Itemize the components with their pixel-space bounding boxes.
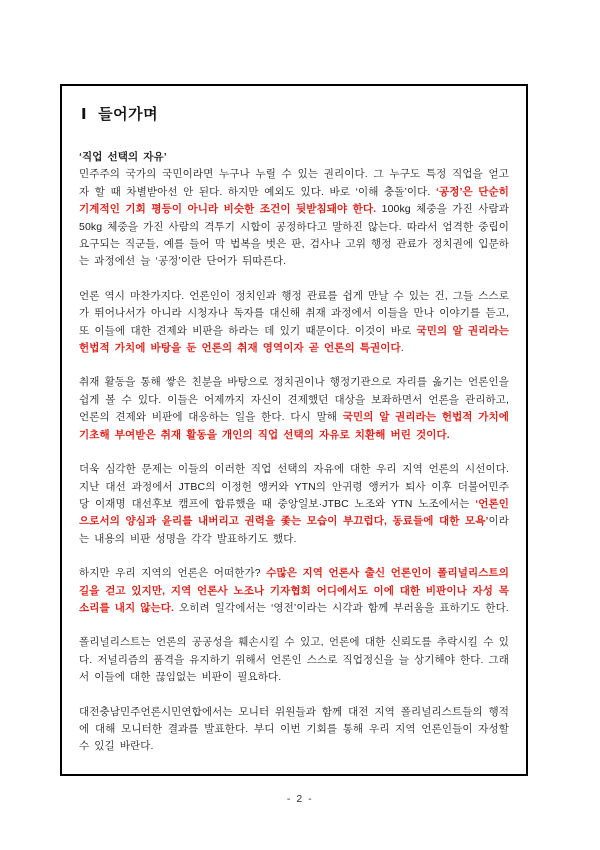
section-numeral: Ⅰ xyxy=(81,106,88,123)
emphasis-red-text: 국민의 알 권리라는 헌법적 가치에 바탕을 둔 언론의 취재 영역이자 곧 언론의 특권이다 xyxy=(79,324,509,355)
emphasis-red-text: ‘언론인으로서의 양심과 윤리를 내버리고 권력을 좇는 모습이 부끄럽다, 동료들에 대한 모욕’ xyxy=(79,497,509,528)
emphasis-red-text: 수많은 지역 언론사 출신 언론인이 폴리널리스트의 길을 걷고 있지만, 지역 언론사 노조나 기자협회 어디에서도 이에 대한 비판이나 자성 목소리를 내지 않는다. xyxy=(79,567,509,614)
body-text: . xyxy=(400,342,404,355)
paragraph xyxy=(79,166,509,270)
paragraph xyxy=(79,565,509,617)
body-text: 하지만 우리 지역의 언론은 어떠한가? xyxy=(79,567,267,580)
page-number: - 2 - xyxy=(286,793,314,805)
body-text: 100kg 체중을 가진 사람과 50kg 체중을 가진 사람의 격투기 시합이 공정하다고 말하진 않는다. 따라서 엄격한 중립이 요구되는 직군들, 예를 들어 막 법복을 벗은 판, 검사나 고위 행정 관료가 정치권에 입문하는 과정에선 늘 ‘공정’이란 단어가 뒤따른다. xyxy=(79,203,510,268)
emphasis-red-text: 국민의 알 권리라는 헌법적 가치에 기초해 부여받은 취재 활동을 개인의 직업 선택의 자유로 치환해 버린 것이다. xyxy=(79,411,509,441)
section-title-text: 들어가며 xyxy=(98,106,159,123)
body-text: 언론 역시 마찬가지다. 언론인이 정치인과 행정 관료를 쉽게 만날 수 있는 건, 그들 스스로가 뛰어나서가 아니라 시청자나 독자를 대신해 취재 과정에서 이들을 만나 이야기를 듣고, 또 이들에 대한 견제와 비판을 하라는 데 있기 때문이다. 이것이 바로 xyxy=(79,289,509,337)
paragraph xyxy=(79,149,509,166)
body-text: ‘직업 선택의 자유’ xyxy=(79,151,167,163)
body-text: 대전충남민주언론시민연합에서는 모니터 위원들과 함께 대전 지역 폴리널리스트들의 행적에 대해 모니터한 결과를 발표한다. 부디 이번 기회를 통해 우리 지역 언론인들이 자성할 수 있길 바란다. xyxy=(79,705,509,753)
body-text: 취재 활동을 통해 쌓은 친분을 바탕으로 정치권이나 행정기관으로 자리를 옮기는 언론인을 쉽게 볼 수 있다. 이들은 어제까지 자신이 견제했던 대상을 보좌하면서 언론을 관리하고, 언론의 견제와 비판에 대응하는 일을 한다. 다시 말해 xyxy=(79,376,509,424)
content-frame xyxy=(60,84,528,776)
paragraph xyxy=(79,288,509,358)
body-text: 폴리널리스트는 언론의 공공성을 훼손시킬 수 있고, 언론에 대한 신뢰도를 추락시킬 수 있다. 저널리즘의 품격을 유지하기 위해서 언론인 스스로 직업정신을 늘 상기해야 한다. 그래서 이들에 대한 끊임없는 비판이 필요하다. xyxy=(79,636,509,684)
paragraph xyxy=(79,374,509,444)
body-text: 더욱 심각한 문제는 이들의 이러한 직업 선택의 자유에 대한 우리 지역 언론의 시선이다. 지난 대선 과정에서 JTBC의 이정헌 앵커와 YTN의 안귀령 앵커가 퇴사 이후 더불어민주당 이재명 대선후보 캠프에 합류했을 때 중앙일보·JTBC 노조와 YTN 노조에서는 xyxy=(79,463,509,510)
document-body xyxy=(79,149,509,756)
emphasis-red-text: ‘공정’은 단순히 기계적인 기회 평등이 아니라 비슷한 조건이 뒷받침돼야 한다. xyxy=(79,185,510,216)
section-title xyxy=(81,103,509,124)
body-text: 이라는 내용의 비판 성명을 각각 발표하기도 했다. xyxy=(79,515,509,545)
body-text: 오히려 일각에서는 ‘영전’이라는 시각과 함께 부러움을 표하기도 한다. xyxy=(174,601,509,614)
paragraph xyxy=(79,634,509,686)
body-text: 민주주의 국가의 국민이라면 누구나 누릴 수 있는 권리이다. 그 누구도 특정 직업을 얻고자 할 때 차별받아선 안 된다. 하지만 예외도 있다. 바로 ‘이해 충돌’이다. xyxy=(79,168,509,198)
paragraph xyxy=(79,461,509,548)
paragraph xyxy=(79,704,509,756)
